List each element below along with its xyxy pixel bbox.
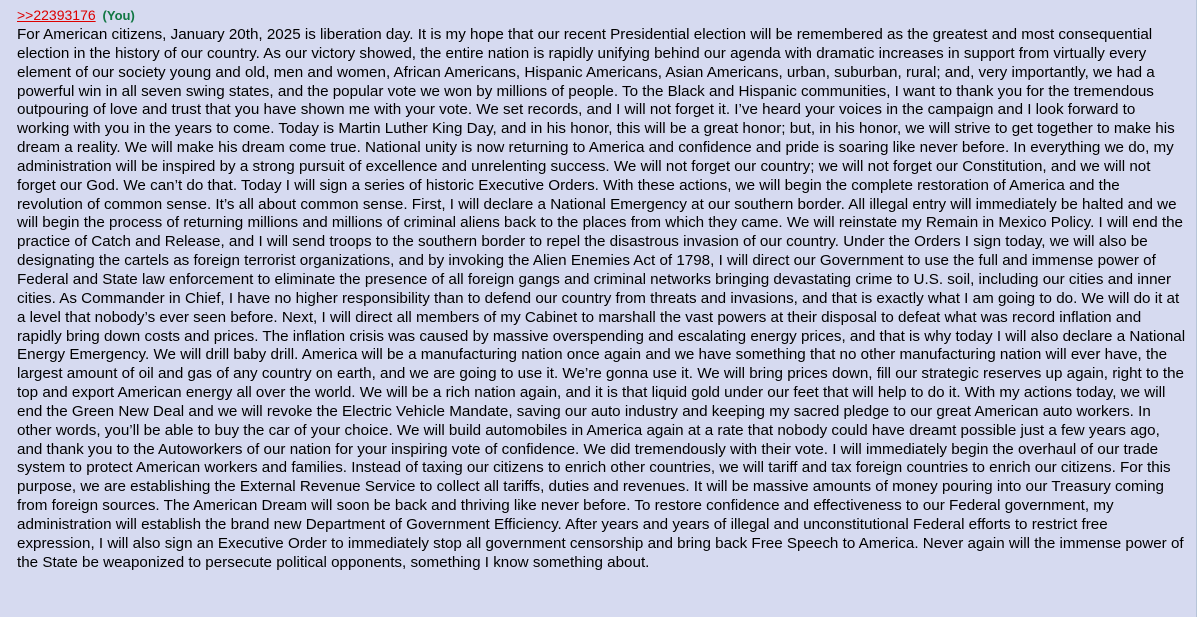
post-header	[17, 6, 1186, 25]
post-message: For American citizens, January 20th, 2025 is liberation day. It is my hope that our recent Presidential election will be remembered as the greatest and most consequential election in the history of our country. As our victory showed, the entire nation is rapidly unifying behind our agenda with dramatic increases in support from virtually every element of our society young and old, men and women, African Americans, Hispanic Americans, Asian Americans, urban, suburban, rural; and, very importantly, we had a powerful win in all seven swing states, and the popular vote we won by millions of people. To the Black and Hispanic communities, I want to thank you for the tremendous outpouring of love and trust that you have shown me with your vote. We set records, and I will not forget it. I’ve heard your voices in the campaign and I look forward to working with you in the years to come. Today is Martin Luther King Day, and in his honor, this will be a great honor; but, in his honor, we will strive to get together to make his dream a reality. We will make his dream come true. National unity is now returning to America and confidence and pride is soaring like never before. In everything we do, my administration will be inspired by a strong pursuit of excellence and unrelenting success. We will not forget our country; we will not forget our Constitution, and we will not forget our God. We can’t do that. Today I will sign a series of historic Executive Orders. With these actions, we will begin the complete restoration of America and the revolution of common sense. It’s all about common sense. First, I will declare a National Emergency at our southern border. All illegal entry will immediately be halted and we will begin the process of returning millions and millions of criminal aliens back to the places from which they came. We will reinstate my Remain in Mexico Policy. I will end the practice of Catch and Release, and I will send troops to the southern border to repel the disastrous invasion of our country. Under the Orders I sign today, we will also be designating the cartels as foreign terrorist organizations, and by invoking the Alien Enemies Act of 1798, I will direct our Government to use the full and immense power of Federal and State law enforcement to eliminate the presence of all foreign gangs and criminal networks bringing devastating crime to U.S. soil, including our cities and inner cities. As Commander in Chief, I have no higher responsibility than to defend our country from threats and invasions, and that is exactly what I am going to do. We will do it at a level that nobody’s ever seen before. Next, I will direct all members of my Cabinet to marshall the vast powers at their disposal to defeat what was record inflation and rapidly bring down costs and prices. The inflation crisis was caused by massive overspending and escalating energy prices, and that is why today I will also declare a National Energy Emergency. We will drill baby drill. America will be a manufacturing nation once again and we have something that no other manufacturing nation will ever have, the largest amount of oil and gas of any country on earth, and we are going to use it. We’re gonna use it. We will bring prices down, fill our strategic reserves up again, right to the top and export American energy all over the world. We will be a rich nation again, and it is that liquid gold under our feet that will help to do it. With my actions today, we will end the Green New Deal and we will revoke the Electric Vehicle Mandate, saving our auto industry and keeping my sacred pledge to our great American auto workers. In other words, you’ll be able to buy the car of your choice. We will build automobiles in America again at a rate that nobody could have dreamt possible just a few years ago, and thank you to the Autoworkers of our nation for your inspiring vote of confidence. We did tremendously with their vote. I will immediately begin the overhaul of our trade system to protect American workers and families. Instead of taxing our citizens to enrich other countries, we will tariff and tax foreign countries to enrich our citizens. For this purpose, we are establishing the External Revenue Service to collect all tariffs, duties and revenues. It will be massive amounts of money pouring into our Treasury coming from foreign sources. The American Dream will soon be back and thriving like never before. To restore confidence and effectiveness to our Federal government, my administration will establish the brand new Department of Government Efficiency. After years and years of illegal and unconstitutional Federal efforts to restrict free expression, I will also sign an Executive Order to immediately stop all government censorship and bring back Free Speech to America. Never again will the immense power of the State be weaponized to persecute political opponents, something I know something about.	[17, 26, 1186, 571]
quote-link[interactable]: >>22393176	[17, 7, 96, 23]
you-label: (You)	[102, 8, 135, 23]
